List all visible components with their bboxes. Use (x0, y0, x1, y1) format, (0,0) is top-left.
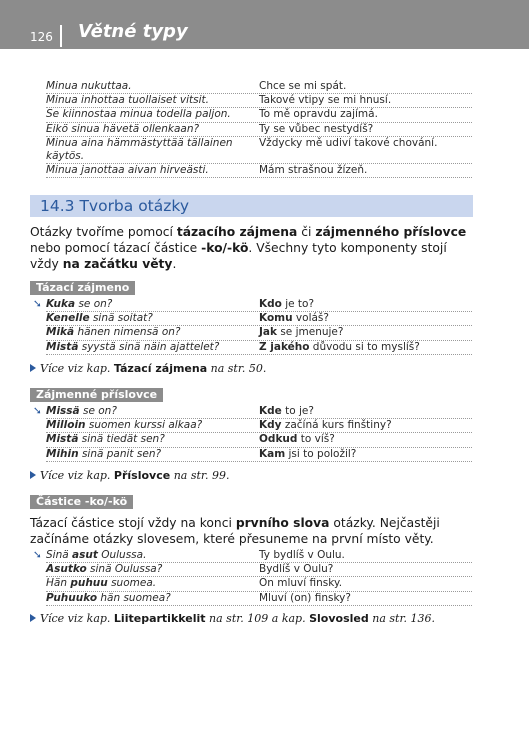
adverb-examples (33, 405, 472, 462)
section-heading (30, 195, 473, 217)
triangle-right-icon (30, 364, 36, 372)
emphasis: tázacího zájmena (176, 225, 298, 239)
finnish-sentence: Minua nukuttaa. (46, 80, 132, 92)
particle-examples (33, 549, 472, 606)
table-row: Mikä hänen nimensä on? Jak se jmenuje? (46, 326, 472, 340)
arrow-down-right-icon: ➘ (33, 298, 42, 310)
cross-reference: Více viz kap. Příslovce na str. 99. (30, 469, 229, 482)
emphasis: -ko/-kö (201, 241, 249, 255)
arrow-down-right-icon: ➘ (33, 549, 42, 561)
table-row: ➘ Missä se on? Kde to je? (46, 405, 472, 419)
arrow-down-right-icon: ➘ (33, 405, 42, 417)
subsection-tag-particles: Částice -ko/-kö (30, 495, 133, 509)
subsection-tag-adverbs: Zájmenné příslovce (30, 388, 163, 402)
finnish-sentence: Minua inhottaa tuollaiset vitsit. (46, 94, 210, 107)
intro-paragraph: Otázky tvoříme pomocí tázacího zájmena či zájmenného příslovce nebo pomocí tázací částice -ko/-kö. Všechny tyto komponenty stojí vždy na začátku věty. (30, 225, 467, 271)
table-row (46, 164, 472, 178)
table-row (46, 94, 472, 108)
table-row: Kenelle sinä soitat? Komu voláš? (46, 312, 472, 326)
table-row: Hän puhuu suomea. On mluví finsky. (46, 577, 472, 591)
table-row: Mihin sinä panit sen? Kam jsi to položil? (46, 448, 472, 462)
czech-translation: Takové vtipy se mi hnusí. (259, 94, 392, 107)
cross-reference: Více viz kap. Tázací zájmena na str. 50. (30, 362, 266, 375)
finnish-sentence: Eikö sinua hävetä ollenkaan? (46, 122, 200, 135)
czech-translation: Vždycky mě udiví takové chování. (259, 136, 438, 149)
table-row (46, 123, 472, 137)
table-row (46, 137, 472, 164)
table-row: Milloin suomen kurssi alkaa? Kdy začíná kurs finštiny? (46, 419, 472, 433)
finnish-sentence: Minua janottaa aivan hirveästi. (46, 164, 209, 177)
czech-translation: Ty se vůbec nestydíš? (259, 122, 374, 135)
emphasis: zájmenného příslovce (315, 225, 467, 239)
table-row: Mistä sinä tiedät sen? Odkud to víš? (46, 433, 472, 447)
header-divider (60, 25, 62, 47)
finnish-sentence: Se kiinnostaa minua todella paljon. (46, 108, 231, 121)
table-row: ➘ Kuka se on? Kdo je to? (46, 298, 472, 312)
table-row: Mistä syystä sinä näin ajattelet? Z jakého důvodu si to myslíš? (46, 341, 472, 355)
particles-paragraph: Tázací částice stojí vždy na konci prvního slova otázky. Nejčastěji začínáme otázky slovesem, které přesuneme na první místo věty. (30, 516, 440, 546)
emphasis: prvního slova (235, 516, 330, 530)
chapter-title: Větné typy (78, 21, 188, 42)
czech-translation: Mám strašnou žízeň. (259, 164, 368, 177)
section-title: 14.3 Tvorba otázky (40, 197, 189, 215)
page-header (0, 0, 529, 49)
table-row: ➘ Sinä asut Oulussa. Ty bydlíš v Oulu. (46, 549, 472, 563)
emphasis: na začátku věty (62, 257, 173, 271)
pronoun-examples (33, 298, 472, 355)
triangle-right-icon (30, 614, 36, 622)
page-number: 126 (30, 30, 53, 44)
czech-translation: Chce se mi spát. (259, 80, 347, 92)
czech-translation: To mě opravdu zajímá. (259, 108, 378, 121)
triangle-right-icon (30, 471, 36, 479)
table-row (46, 80, 472, 94)
table-row: Puhuuko hän suomea? Mluví (on) finsky? (46, 592, 472, 606)
table-row: Asutko sinä Oulussa? Bydlíš v Oulu? (46, 563, 472, 577)
finnish-sentence: Minua aina hämmästyttää tällainen käytös. (46, 136, 233, 163)
intro-examples (46, 80, 472, 178)
subsection-tag-pronouns: Tázací zájmeno (30, 281, 135, 295)
cross-reference: Více viz kap. Liitepartikkelit na str. 109 a kap. Slovosled na str. 136. (30, 612, 435, 625)
table-row (46, 108, 472, 122)
